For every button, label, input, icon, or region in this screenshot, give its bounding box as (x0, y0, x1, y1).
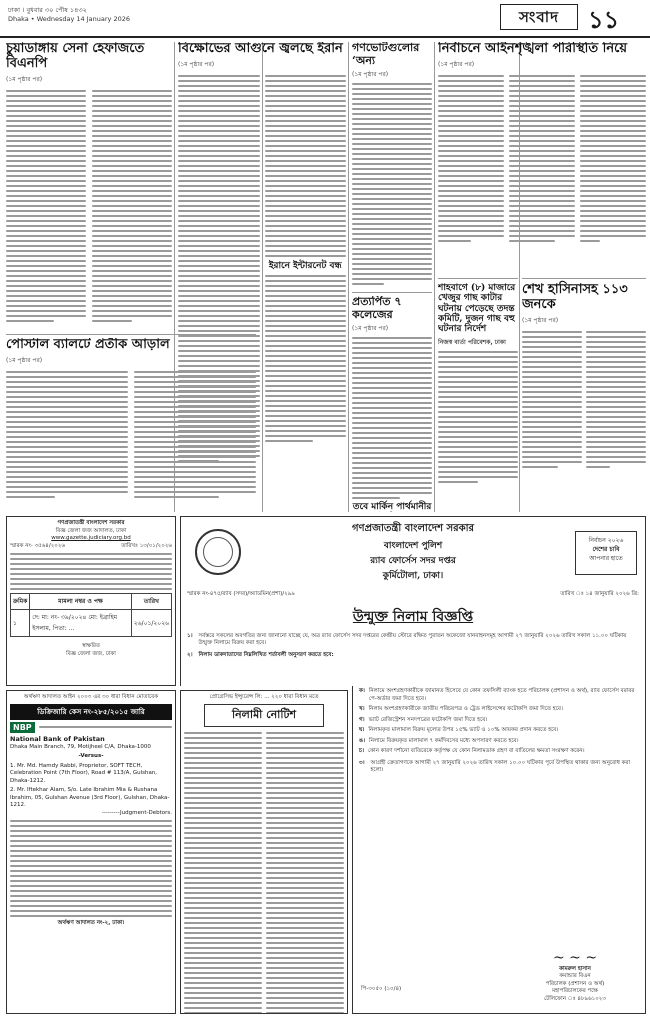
rab-para-1: সর্বস্তরে সকলের অবগতির জন্য জানানো যাচ্ছে যে, অত্র র‍্যাব ফোর্সেস সদর দপ্তরের কেন্দ্রীয় স্টোরে রক্ষিত পুরাতন অকেজো যানবাহনসমূহ আগামী ২৭ জানুয়ারি ২০২৬ তারিখ সকাল ১১.০০ ঘটিকায় উন্মুক্ত নিলামে বিক্রয় করা হবে। (198, 632, 627, 646)
nbp-footer: অর্থঋণ আদালত নং-২, ঢাকা। (57, 920, 125, 926)
list-item (359, 748, 639, 756)
court-cell-case: দে: মা: নং- ৩৯/২০২৪ মো: ইব্রাহিম ইসলাম, পিতা: ... (30, 610, 131, 637)
condition-text: ভ্যাট রেজিস্ট্রেশন সনদপত্রের ফটোকপি জমা দিতে হবে। (368, 716, 488, 723)
headline-college: প্রত্যর্পিত ৭ কলেজের (352, 296, 402, 321)
court-memo: স্মারক নং- ৩৫৬৪/২০২৬ (10, 542, 66, 549)
badge-line-2: দেশের চাবি (592, 546, 620, 553)
newspaper-logo: সংবাদ (500, 4, 578, 30)
continuation-hasina: (১ম পৃষ্ঠার পর) (522, 316, 559, 324)
headline-trump: তবে মার্কিন পার্থমানীর (352, 502, 432, 512)
list-item (359, 717, 639, 725)
election-badge (575, 531, 637, 575)
headline-bnp: চুয়াডাঙ্গায় সেনা হেফাজতে বিএনপি (6, 42, 145, 71)
continuation-bnp: (১ম পৃষ্ঠার পর) (6, 75, 43, 83)
article-anya (352, 42, 432, 292)
article-hasina (522, 278, 646, 512)
nbp-bank-name: National Bank of Pakistan (10, 734, 105, 743)
article-college (352, 296, 432, 512)
nbp-defendant-1: 1. Mr. Md. Hamdy Rabbi, Proprietor, SOFT TECH, Celebration Point (7th Floor), Road # 113/A, Gulshan, Dhaka-1212. (10, 762, 158, 784)
rab-location: কুর্মিটোলা, ঢাকা। (382, 571, 444, 581)
nbp-strip: ডিক্রিজারি কেস নং-২৮৫/২০১৫ জারি (10, 704, 172, 720)
nbp-logo: NBP (10, 722, 35, 733)
condition-key: ঘ। (359, 727, 365, 733)
article-election (438, 42, 646, 274)
court-notice (6, 516, 176, 686)
court-th-date: তারিখ (131, 594, 171, 610)
continuation-postal: (১ম পৃষ্ঠার পর) (6, 356, 43, 364)
list-item (359, 706, 639, 714)
rab-gov: গণপ্রজাতন্ত্রী বাংলাদেশ সরকার (352, 523, 474, 534)
headline-postal: পোস্টাল ব্যালটে প্রতীক আড়াল (6, 338, 170, 352)
court-table (10, 593, 172, 637)
rab-para-1-num: ১। (187, 632, 193, 639)
rab-para-2-title: নিলাম ডাকদাতাদের নিম্নলিখিত শর্তাবলী অনুসরণ করতে হবে: (198, 651, 334, 658)
list-item (359, 738, 639, 746)
condition-key: খ। (359, 706, 365, 712)
court-signer: স্বাক্ষরিত (81, 643, 101, 649)
continuation-iran: (১ম পৃষ্ঠার পর) (178, 60, 215, 68)
rab-ref: পি-৩০৫০ (১০/৪) (361, 985, 402, 992)
list-item (359, 727, 639, 735)
condition-text: নিলামে বিক্রয়কৃত মালামাল ৭ কর্মদিবসের মধ্যে অপসারণ করতে হবে। (369, 737, 519, 744)
condition-key: চ। (359, 748, 364, 754)
rab-signature-block (515, 950, 635, 1004)
court-signer-title: বিজ্ঞ জেলা জজ, ঢাকা (66, 650, 116, 657)
headline-hasina: শেখ হাসিনাসহ ১১৩ জনকে (522, 282, 628, 312)
nbp-judgment: ---------Judgment-Debtors. (101, 809, 172, 816)
article-bnp (6, 42, 172, 332)
condition-key: ঙ। (359, 737, 366, 744)
continuation-anya: (১ম পৃষ্ঠার পর) (352, 71, 389, 79)
rab-signer-name: কামরুল হাসান (559, 965, 591, 972)
court-th-serial: ক্রমিক (11, 594, 30, 610)
condition-text: কোন কারণ দর্শানো ব্যতিরেকে কর্তৃপক্ষ যে কোন নিলামডাক গ্রহণ বা বাতিলের ক্ষমতা সংরক্ষণ করেন। (367, 748, 585, 754)
rab-police: বাংলাদেশ পুলিশ (383, 541, 443, 551)
byline-shahbag: নিজস্ব বার্তা পরিবেশক, ঢাকা (438, 338, 506, 346)
article-shahbag (438, 278, 518, 512)
signature-icon: ~ ~ ~ (552, 949, 598, 966)
nbp-branch: Dhaka Main Branch, 79, Motijheel C/A, Dhaka-1000 (10, 743, 151, 750)
list-item (359, 688, 639, 703)
court-cell-serial: ১ (11, 610, 30, 637)
court-cell-date: ২৬/০১/২০২৬ (131, 610, 171, 637)
rab-conditions (359, 688, 639, 756)
condition-text: নিলামে অংশগ্রহণকারীকে জামানত হিসেবে যে কোন তফসিলী ব্যাংক হতে পরিচালক (প্রশাসন ও অর্থ), র‍্যাব ফোর্সেস বরাবর পে-অর্ডার জমা দিতে হবে। (368, 688, 635, 702)
headline-shahbag: শাহবাগে (৮) মাজারে খেজুর গাছ কাটার ঘটনায় পেড়েছে তদন্ত কমিটি, দুজন গাছ বহু ঘটনার নির্দেশ (438, 283, 516, 335)
rab-notice-body (352, 686, 646, 1014)
rab-signer-org: মহাপরিচালকের পক্ষে (552, 988, 598, 994)
continuation-election: (১ম পৃষ্ঠার পর) (438, 60, 475, 68)
rab-signer-rank: কমান্ডার বিএন (559, 973, 591, 979)
headline-election: নির্বাচনে আইনশৃঙ্খলা পরিস্থিতি নিয়ে (438, 42, 627, 56)
rab-title: উন্মুক্ত নিলাম বিজ্ঞপ্তি (352, 608, 474, 625)
condition-text: নিলাম অংশগ্রহণকারীকে জাতীয় পরিচয়পত্র ও ট্রেড লাইসেন্সের ফটোকপি জমা দিতে হবে। (368, 706, 563, 712)
nbp-defendant-2: 2. Mr. Iftekhar Alam, S/o. Late Ibrahim Mia & Rushana Ibrahim, 05, Gulshan Avenue (3rd Floor), Gulshan, Dhaka-1212. (10, 787, 170, 808)
article-iran (178, 42, 346, 512)
headline-iran: বিক্ষোভের আগুনে জ্বলছে ইরান (178, 42, 343, 56)
bigyapti-top-line: প্রোগ্রেসিভ ইন্স্যুরেন্স লি: ... ২২০ ধারা বিধান মতে (209, 694, 319, 700)
auction-notice-small (180, 690, 348, 1014)
rab-para-3-num: ৩। (359, 759, 365, 766)
court-th-case: মামলা নম্বর ও পক্ষ (30, 594, 131, 610)
rab-signer-phone: টেলিফোন ঃ ৪৮৯৬১০২৩ (544, 995, 606, 1002)
rab-signer-title: পরিচালক (প্রশাসন ও অর্থ) (545, 980, 605, 987)
headline-anya: গণভোটগুলোর ‘অন্য (352, 42, 420, 67)
nbp-top-line: অর্থঋণ আদালত আইন ২০০৩ এর ৩০ ধারা বিধান মোতাবেক (23, 694, 159, 700)
rab-memo: স্মারক নং-৪৭৫/র‍্যাব (সদর)/অ্যাডমিন(প্রশা)/২৯৯ (187, 591, 295, 597)
page-number: ১১ (588, 5, 620, 34)
nbp-notice (6, 690, 176, 1014)
subhead-iran-internet: ইরানে ইন্টারনেট বন্ধ (268, 260, 342, 271)
bigyapti-title: নিলামী নোটিশ (204, 704, 324, 727)
court-date: তারিখঃ ১৩/০১/২০২৬ (121, 542, 172, 549)
court-org: গণপ্রজাতন্ত্রী বাংলাদেশ সরকার (57, 520, 125, 526)
condition-key: গ। (359, 716, 365, 723)
rab-emblem-icon (195, 529, 241, 575)
rab-hq: র‍্যাব ফোর্সেস সদর দপ্তর (370, 556, 456, 566)
court-dept: বিজ্ঞ জেলা জজ আদালত, ঢাকা (55, 527, 127, 534)
condition-text: নিলামকৃত মালামাল বিক্রয় মূল্যের উপর ১৫% ভ্যাট ও ১০% আয়কর প্রদান করতে হবে। (368, 727, 559, 733)
rab-notice-header (180, 516, 646, 686)
court-website[interactable]: www.gazette.judiciary.org.bd (51, 535, 131, 541)
badge-line-3: আপনার হাতে (589, 555, 623, 562)
condition-key: ক। (359, 688, 365, 694)
date-line (8, 6, 130, 24)
continuation-college: (১ম পৃষ্ঠার পর) (352, 325, 389, 333)
badge-line-1: নির্বাচন ২০২৬ (588, 537, 624, 544)
date-bangla: ঢাকা । বুধবার ৩০ পৌষ ১৪৩২ (8, 6, 87, 14)
rab-date: তারিখ ঃ ১৪ জানুয়ারি ২০২৬ খ্রি: (560, 591, 639, 597)
table-row (11, 610, 172, 637)
masthead (0, 0, 650, 38)
nbp-versus: -Versus- (78, 753, 104, 759)
rab-para-3: আগ্রহী ক্রেতাগণকে আগামী ২৭ জানুয়ারি ২০২৬ তারিখ সকাল ১০.০০ ঘটিকার পূর্বে উপস্থিত থাকার জন্য অনুরোধ করা হলো। (370, 759, 631, 773)
date-english: Dhaka • Wednesday 14 January 2026 (8, 15, 130, 23)
rab-para-2-num: ২। (187, 651, 193, 658)
